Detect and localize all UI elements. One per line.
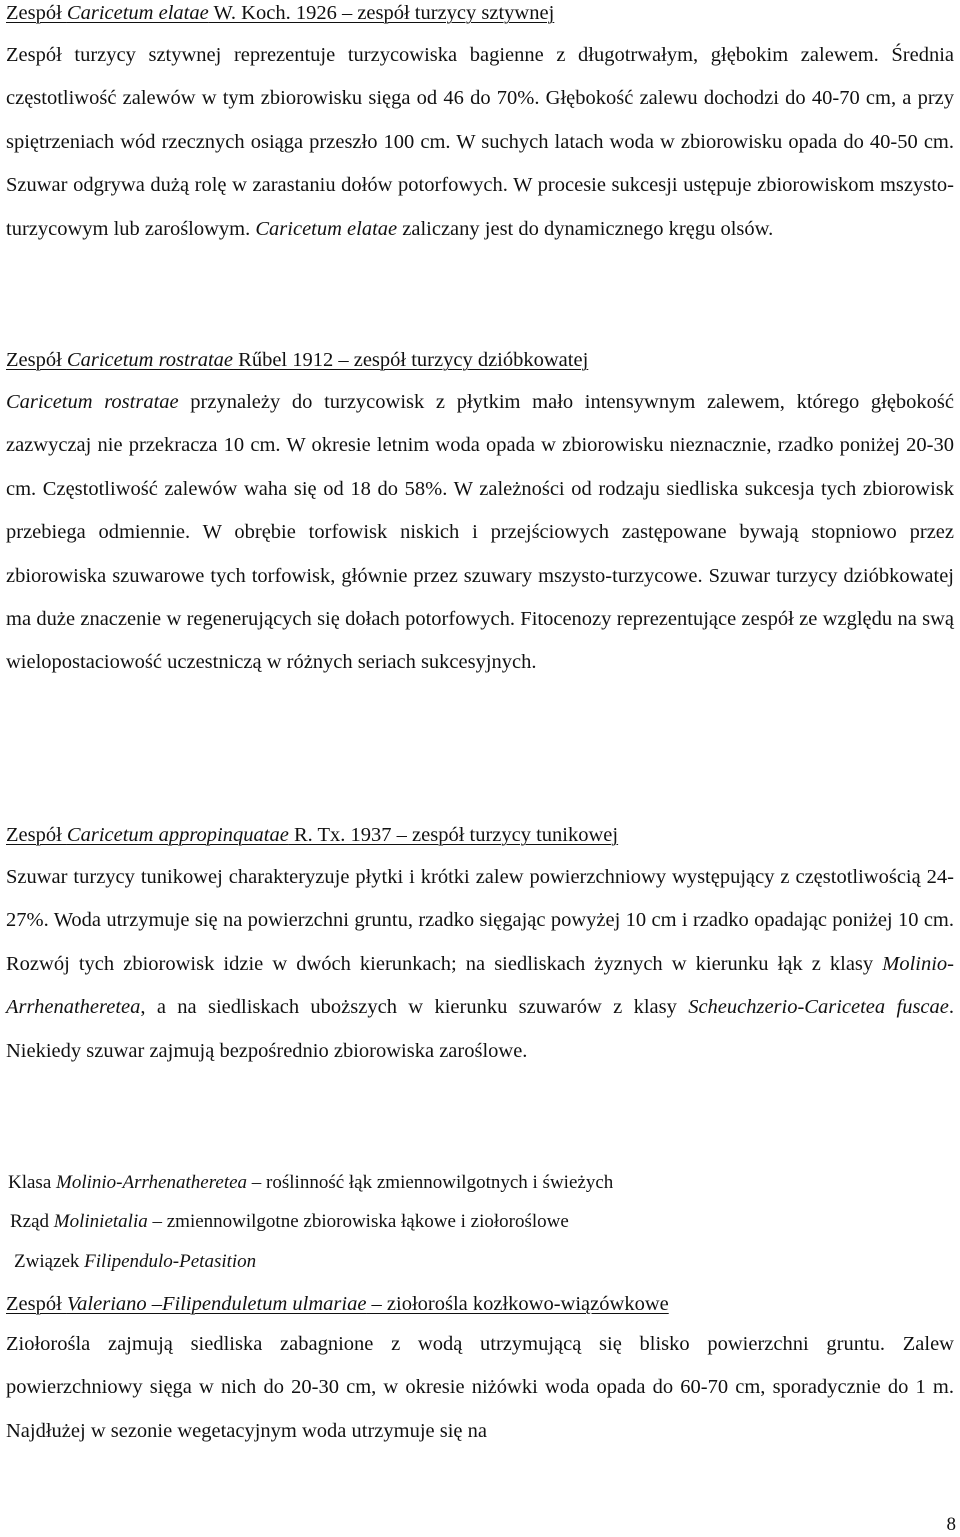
heading-text: Zespół [6, 2, 67, 24]
heading-latin-name: Valeriano –Filipenduletum ulmariae [66, 1293, 367, 1315]
latin-name: Caricetum elatae [255, 217, 398, 240]
heading-text: Zespół [6, 824, 67, 846]
hierarchy-latin-name: Molinio-Arrhenatheretea [56, 1172, 248, 1193]
latin-name: Caricetum rostratae [6, 391, 179, 413]
hierarchy-alliance-line [14, 1247, 960, 1277]
paragraph-text: , a na siedliskach uboższych w kierunku szuwarów z klasy [140, 996, 689, 1019]
paragraph-text: . Niekiedy szuwar zajmują bezpośrednio zbiorowiska zaroślowe. [6, 996, 954, 1062]
section-valeriano-filipenduletum [6, 1289, 954, 1453]
paragraph-text: zaliczany jest do dynamicznego kręgu olsów. [397, 217, 774, 240]
heading-text: R. Tx. 1937 – zespół turzycy tunikowej [288, 824, 619, 846]
section-heading [6, 1289, 954, 1319]
section-heading [6, 345, 954, 375]
hierarchy-label: Klasa [8, 1172, 57, 1193]
hierarchy-description: – roślinność łąk zmiennowilgotnych i świeżych [247, 1172, 614, 1193]
hierarchy-class-line [8, 1168, 956, 1198]
section-paragraph [6, 1323, 954, 1453]
page-number: 8 [946, 1514, 956, 1535]
heading-text: – ziołorośla kozłkowo-wiązówkowe [366, 1293, 669, 1315]
section-caricetum-elatae [6, 0, 954, 251]
section-paragraph [6, 381, 954, 685]
heading-text: Zespół [6, 349, 67, 371]
section-caricetum-appropinquatae [6, 820, 954, 1073]
latin-name: Scheuchzerio-Caricetea fuscae [688, 996, 949, 1019]
heading-latin-name: Caricetum rostratae [66, 349, 234, 371]
paragraph-text: przynależy do turzycowisk z płytkim mało intensywnym zalewem, którego głębokość zazwyczaj nie przekracza 10 cm. W okresie letnim woda opada w zbiorowisku nieznacznie, rzadko poniżej 20-30 cm. Częstotliwość zalewów waha się od 18 do 58%. W zależności od rodzaju siedliska sukcesja tych zbiorowisk przebiega odmiennie. W obrębie torfowisk niskich i przejściowych zastępowane bywają stopniowo przez zbiorowiska szuwarowe tych torfowisk, głównie przez szuwary mszysto-turzycowe. Szuwar turzycy dzióbkowatej ma duże znaczenie w regenerujących się dołach potorfowych. Fitocenozy reprezentujące zespół ze względu na swą wielopostaciowość uczestniczą w różnych seriach sukcesyjnych. [6, 391, 954, 674]
heading-text: W. Koch. 1926 – zespół turzycy sztywnej [208, 2, 555, 24]
paragraph-text: Szuwar turzycy tunikowej charakteryzuje płytki i krótki zalew powierzchniowy występujący z częstotliwością 24-27%. Woda utrzymuje się na powierzchni gruntu, rzadko sięgając powyżej 10 cm i rzadko opadając poniżej 10 cm. Rozwój tych zbiorowisk idzie w dwóch kierunkach; na siedliskach żyznych w kierunku łąk z klasy [6, 866, 954, 975]
section-heading [6, 0, 954, 28]
hierarchy-description: – zmiennowilgotne zbiorowiska łąkowe i ziołoroślowe [147, 1211, 569, 1232]
section-caricetum-rostratae [6, 345, 954, 685]
paragraph-text: Zespół turzycy sztywnej reprezentuje turzycowiska bagienne z długotrwałym, głębokim zalewem. Średnia częstotliwość zalewów w tym zbiorowisku sięga od 46 do 70%. Głębokość zalewu dochodzi do 40-70 cm, a przy spiętrzeniach wód rzecznych osiąga przeszło 100 cm. W suchych latach woda w zbiorowisku opada do 40-50 cm. Szuwar odgrywa dużą rolę w zarastaniu dołów potorfowych. W procesie sukcesji ustępuje zbiorowiskom mszysto-turzycowym lub zaroślowym. [6, 44, 954, 240]
heading-text: Rűbel 1912 – zespół turzycy dzióbkowatej [233, 349, 589, 371]
heading-latin-name: Caricetum appropinquatae [66, 824, 289, 846]
section-paragraph [6, 34, 954, 251]
paragraph-text: Ziołorośla zajmują siedliska zabagnione z wodą utrzymującą się blisko powierzchni gruntu. Zalew powierzchniowy sięga w nich do 20-30 cm, w okresie niżówki woda opada do 60-70 cm, sporadycznie do 1 m. Najdłużej w sezonie wegetacyjnym woda utrzymuje się na [6, 1333, 954, 1442]
section-heading [6, 820, 954, 850]
heading-text: Zespół [6, 1293, 67, 1315]
hierarchy-latin-name: Molinietalia [53, 1211, 148, 1232]
hierarchy-label: Rząd [10, 1211, 54, 1232]
hierarchy-latin-name: Filipendulo-Petasition [84, 1251, 257, 1272]
latin-name: Molinio-Arrhenatheretea [6, 952, 954, 1019]
heading-latin-name: Caricetum elatae [66, 2, 209, 24]
hierarchy-order-line [10, 1207, 958, 1237]
section-paragraph [6, 856, 954, 1073]
hierarchy-label: Związek [14, 1251, 85, 1272]
